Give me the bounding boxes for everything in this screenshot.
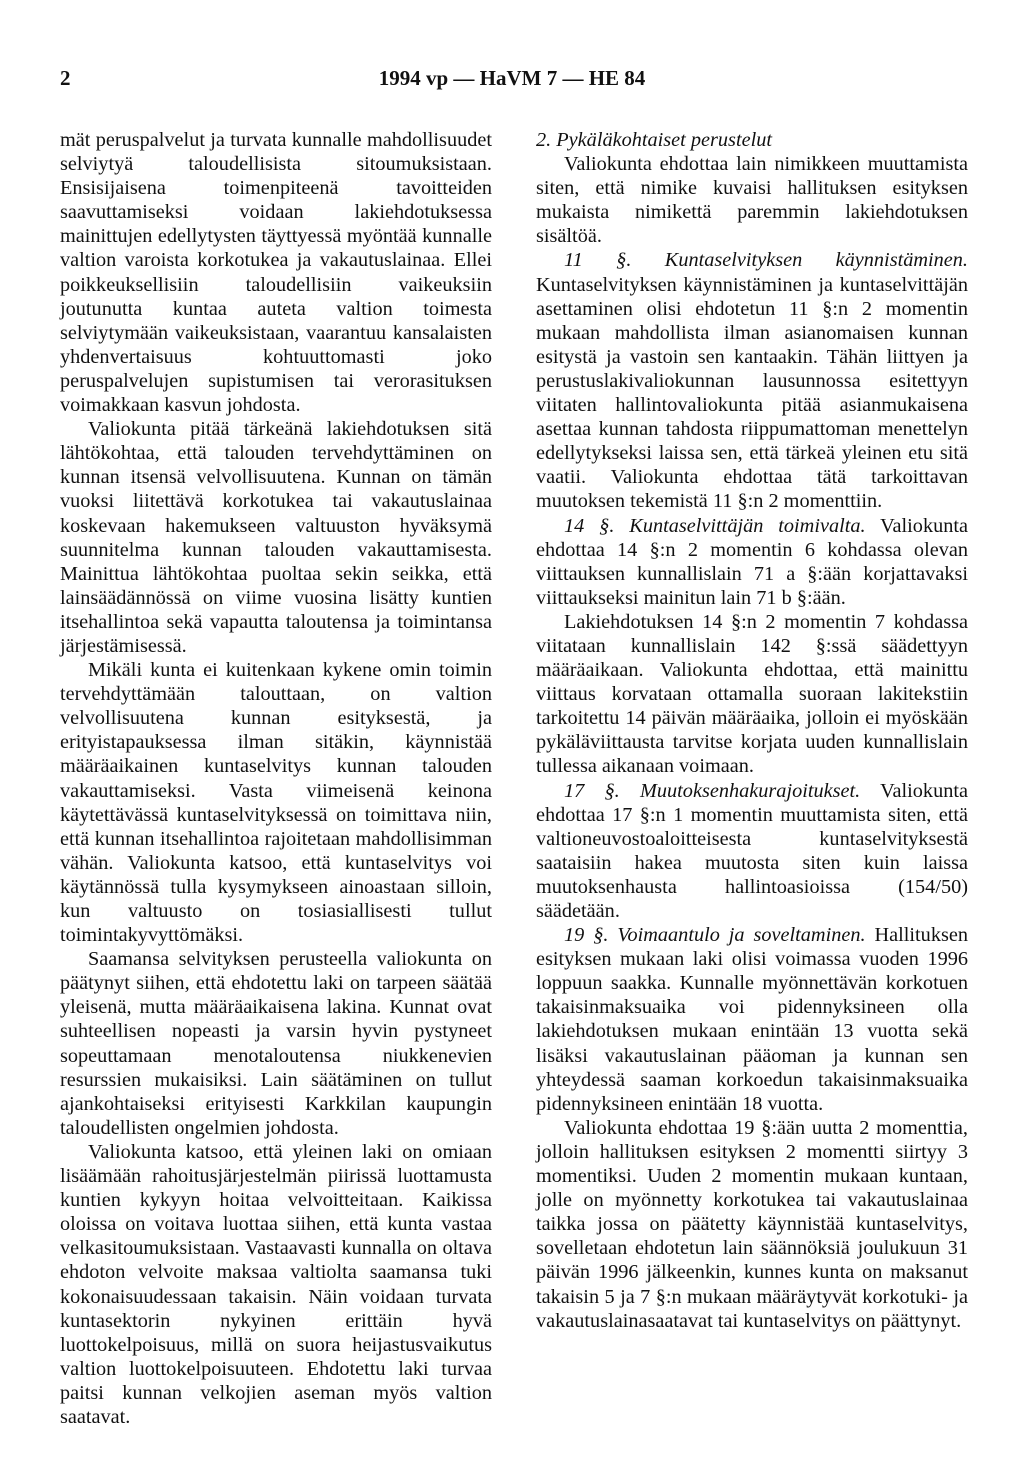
- left-paragraph-0: mät peruspalvelut ja turvata kunnalle mahdollisuudet selviytyä taloudellisista sitoumuksistaan. Ensisijaisena toimenpiteenä tavoitteiden saavuttamiseksi voidaan lakiehdotuksessa mainittujen edellytysten täyttyessä myöntää kunnalle valtion varoista korkotukea ja vakautuslainaa. Ellei poikkeuksellisiin taloudellisiin vaikeuksiin joutunutta kuntaa auteta valtion toimesta selviytymään vaikeuksistaan, vaarantuu kansalaisten yhdenvertaisuus kohtuuttomasti joko peruspalvelujen supistumisen tai verorasituksen voimakkaan kasvun johdosta.: [60, 129, 492, 417]
- right-paragraph-5: [536, 923, 968, 1116]
- section-lead: 11 §. Kuntaselvityksen käynnistäminen.: [564, 249, 968, 272]
- paragraph-text: Valiokunta ehdottaa 17 §:n 1 momentin muuttamista siten, että valtioneuvostoaloitteisesta kuntaselvityksestä saataisiin hakea muutosta siten kuin laissa muutoksenhausta hallintoasioissa (154/50) säädetään.: [536, 779, 968, 922]
- right-column: [536, 128, 968, 1333]
- paragraph-text: Valiokunta ehdottaa lain nimikkeen muuttamista siten, että nimike kuvaisi hallituksen esityksen mukaista nimikettä paremmin lakiehdotuksen sisältöä.: [536, 153, 968, 248]
- running-title: 1994 vp — HaVM 7 — HE 84: [378, 66, 646, 90]
- section-lead: 19 §. Voimaantulo ja soveltaminen.: [564, 924, 866, 947]
- paragraph-text: Lakiehdotuksen 14 §:n 2 momentin 7 kohdassa viitataan kunnallislain 142 §:ssä säädettyyn määräaikaan. Valiokunta ehdottaa, että mainittu viittaus korvataan ottamalla suoraan lakitekstiin tarkoitettu 14 päivän määräaika, jolloin ei myöskään pykäläviittausta tarvitse korjata uuden kunnallislain tullessa aikanaan voimaan.: [536, 610, 968, 778]
- right-paragraph-1: [536, 248, 968, 513]
- paragraph-text: Hallituksen esityksen mukaan laki olisi voimassa vuoden 1996 loppuun saakka. Kunnalle myönnettävän korkotuen takaisinmaksuaika voi pidennyksineen olla lakiehdotuksen mukaan enintään 13 vuotta sekä lisäksi vakautuslainan pääoman ja kunnan sen yhteydessä saaman korkoedun takaisinmaksuaika pidennyksineen enintään 18 vuotta.: [536, 924, 969, 1115]
- section-lead: 14 §. Kuntaselvittäjän toimivalta.: [564, 514, 866, 537]
- left-paragraph-2: Mikäli kunta ei kuitenkaan kykene omin toimin tervehdyttämään talouttaan, on valtion velvollisuutena kunnan esityksestä, ja erityistapauksessa ilman sitäkin, käynnistää määräaikainen kuntaselvitys kunnan talouden vakauttamiseksi. Vasta viimeisenä keinona käytettävässä kuntaselvityksessä on toimittava niin, että kunnan itsehallintoa rajoitetaan mahdollisimman vähän. Valiokunta katsoo, että kuntaselvitys voi käytännössä tulla kysymykseen ainoastaan silloin, kun valtuusto on tosiasiallisesti tullut toimintakyvyttömäksi.: [60, 659, 492, 947]
- right-paragraph-4: [536, 779, 968, 924]
- left-column: [60, 128, 492, 1429]
- left-paragraph-1: Valiokunta pitää tärkeänä lakiehdotuksen sitä lähtökohtaa, että talouden tervehdyttäminen on kunnan itsensä velvollisuutena. Kunnan on tämän vuoksi liitettävä korkotukea tai vakautuslainaa koskevaan hakemukseen valtuuston hyväksymä suunnitelma kunnan talouden vakauttamisesta. Mainittua lähtökohtaa puoltaa sekin seikka, että lainsäädännössä on viime vuosina lisätty kuntien itsehallintoa sekä vapautta taloutensa ja toimintansa järjestämisessä.: [60, 418, 492, 657]
- section-heading: 2. Pykäläkohtaiset perustelut: [536, 129, 772, 151]
- left-paragraph-4: Valiokunta katsoo, että yleinen laki on omiaan lisäämään rahoitusjärjestelmän piirissä luottamusta kuntien kykyyn hoitaa velvoitteitaan. Kaikissa oloissa on voitava luottaa siihen, että kunta vastaa velkasitoumuksistaan. Vastaavasti kunnalla on oltava ehdoton velvoite maksaa valtiolta saamansa tuki kokonaisuudessaan takaisin. Näin voidaan turvata kuntasektorin nykyinen erittäin hyvä luottokelpoisuus, millä on suora heijastusvaikutus valtion luottokelpoisuuteen. Ehdotettu laki turvaa paitsi kunnan velkojien aseman myös valtion saatavat.: [60, 1140, 492, 1428]
- paragraph-text: Valiokunta ehdottaa 14 §:n 2 momentin 6 kohdassa olevan viittauksen kunnallislain 71 a §:ään korjattavaksi viittaukseksi mainitun lain 71 b §:ään.: [536, 514, 968, 609]
- page-number: 2: [60, 66, 71, 90]
- paragraph-text: Kuntaselvityksen käynnistäminen ja kuntaselvittäjän asettaminen olisi ehdotetun 11 §:n 2 momentin mukaan mahdollista ilman asianomaisen kunnan esitystä ja vastoin sen kantaakin. Tähän liittyen ja perustuslakivaliokunnan lausunnossa esitettyyn viitaten hallintovaliokunta pitää asianmukaisena asettaa kunnan tahdosta riippumattoman menettelyn edellytykseksi laissa sen, että tärkeä yleinen etu sitä vaatii. Valiokunta ehdottaa tätä tarkoittavan muutoksen tekemistä 11 §:n 2 momenttiin.: [536, 273, 968, 513]
- right-paragraph-6: [536, 1116, 968, 1333]
- page-header: [60, 66, 964, 96]
- right-paragraph-2: [536, 514, 968, 610]
- section-lead: 17 §. Muutoksenhakurajoitukset.: [564, 779, 861, 802]
- left-paragraph-3: Saamansa selvityksen perusteella valiokunta on päätynyt siihen, että ehdotettu laki on tarpeen säätää yleisenä, mutta määräaikaisena lakina. Kunnat ovat suhteellisen nopeasti ja varsin hyvin pystyneet sopeuttamaan menotaloutensa niukkenevien resurssien mukaisiksi. Lain säätäminen on tullut ajankohtaiseksi erityisesti Karkkilan kaupungin taloudellisten ongelmien johdosta.: [60, 948, 492, 1139]
- paragraph-text: Valiokunta ehdottaa 19 §:ään uutta 2 momenttia, jolloin hallituksen esityksen 2 momentti siirtyy 3 momentiksi. Uuden 2 momentin mukaan kuntaan, jolle on myönnetty korkotukea tai vakautuslainaa taikka jossa on päätetty käynnistää kuntaselvitys, sovelletaan ehdotetun lain säännöksiä joulukuun 31 päivän 1996 jälkeenkin, kunnes kunta on maksanut takaisin 5 ja 7 §:n mukaan määräytyvät korkotuki- ja vakautuslainasaatavat tai kuntaselvitys on päättynyt.: [536, 1116, 968, 1332]
- right-paragraph-0: [536, 152, 968, 248]
- right-paragraph-3: [536, 610, 968, 779]
